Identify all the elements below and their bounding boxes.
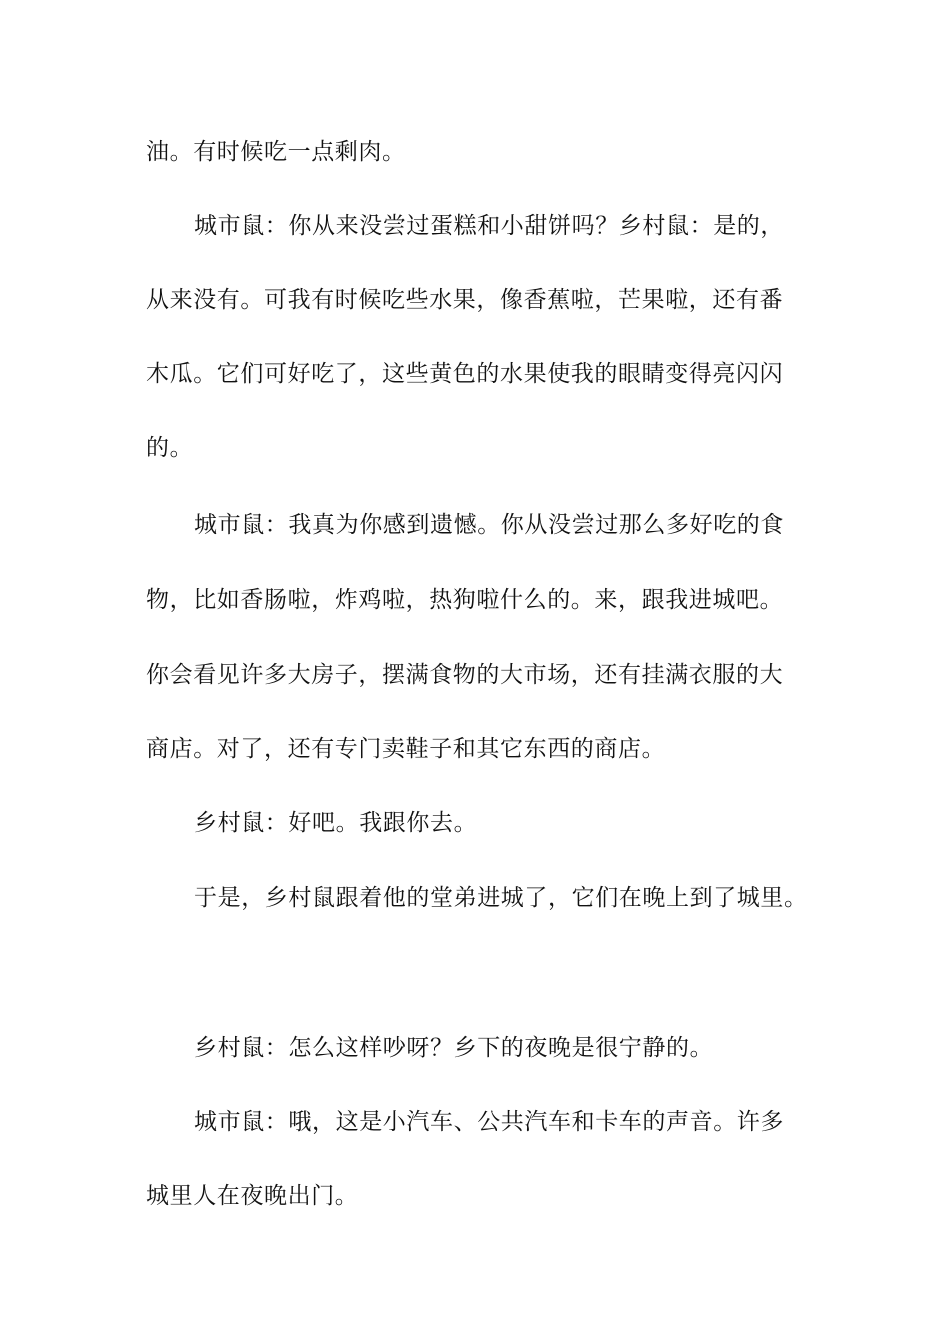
text-line: 乡村鼠：怎么这样吵呀？乡下的夜晚是很宁静的。	[194, 1035, 714, 1061]
text-line: 城市鼠：哦，这是小汽车、公共汽车和卡车的声音。许多	[194, 1109, 784, 1135]
text-line: 你会看见许多大房子，摆满食物的大市场，还有挂满衣服的大	[146, 662, 784, 688]
text-line: 城市鼠：你从来没尝过蛋糕和小甜饼吗？乡村鼠：是的，	[194, 213, 784, 239]
text-line: 物，比如香肠啦，炸鸡啦，热狗啦什么的。来，跟我进城吧。	[146, 587, 784, 613]
text-line: 木瓜。它们可好吃了，这些黄色的水果使我的眼睛变得亮闪闪	[146, 361, 784, 387]
text-line: 城市鼠：我真为你感到遗憾。你从没尝过那么多好吃的食	[194, 512, 784, 538]
text-line: 于是，乡村鼠跟着他的堂弟进城了，它们在晚上到了城里。	[194, 885, 808, 911]
text-line: 的。	[146, 435, 194, 461]
text-line: 从来没有。可我有时候吃些水果，像香蕉啦，芒果啦，还有番	[146, 287, 784, 313]
text-line: 城里人在夜晚出门。	[146, 1183, 359, 1209]
text-line: 乡村鼠：好吧。我跟你去。	[194, 810, 478, 836]
text-line: 油。有时候吃一点剩肉。	[146, 139, 406, 165]
text-line: 商店。对了，还有专门卖鞋子和其它东西的商店。	[146, 736, 666, 762]
